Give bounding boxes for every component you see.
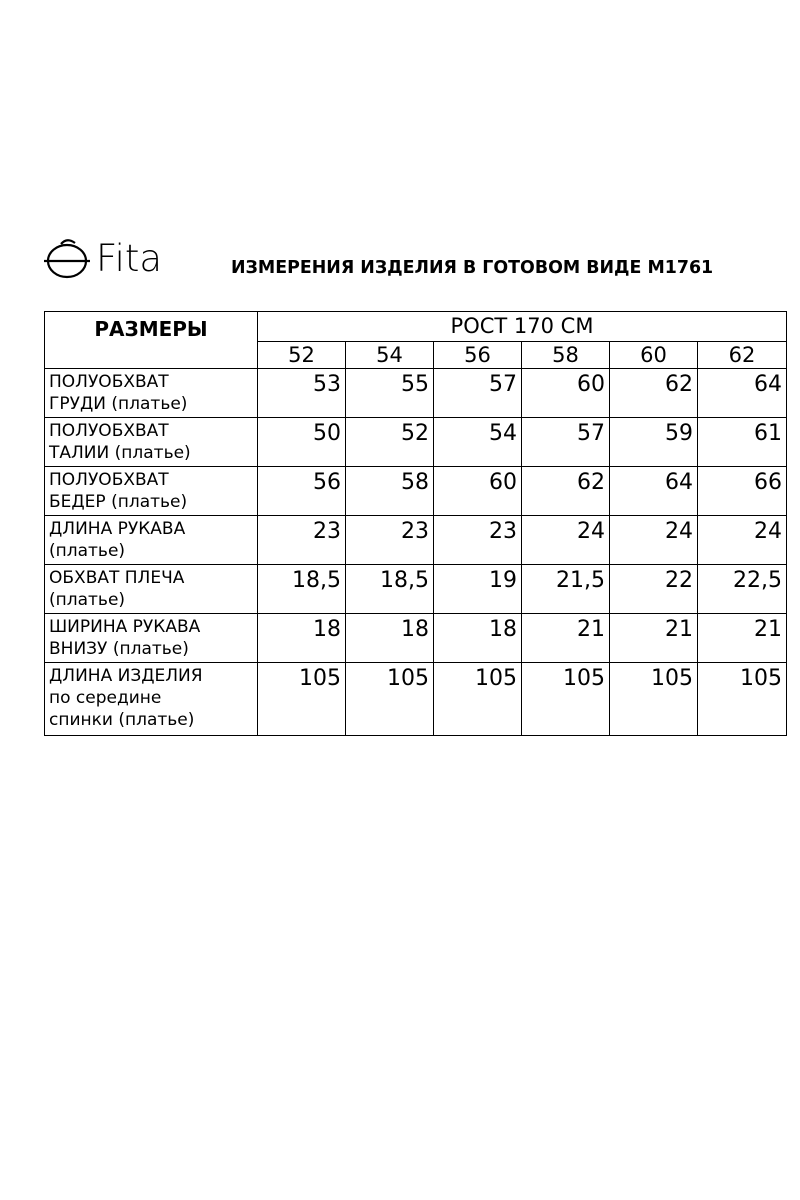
table-cell: 21,5 bbox=[522, 565, 610, 614]
row-label: ПОЛУОБХВАТ ТАЛИИ (платье) bbox=[45, 418, 258, 467]
table-cell: 64 bbox=[610, 467, 698, 516]
table-row bbox=[45, 418, 787, 467]
table-cell: 105 bbox=[434, 663, 522, 736]
table-cell: 18 bbox=[346, 614, 434, 663]
table-cell: 19 bbox=[434, 565, 522, 614]
sizes-header: РАЗМЕРЫ bbox=[45, 312, 258, 369]
table-cell: 23 bbox=[346, 516, 434, 565]
table-cell: 18,5 bbox=[346, 565, 434, 614]
table-cell: 23 bbox=[258, 516, 346, 565]
table-cell: 24 bbox=[522, 516, 610, 565]
row-label: ШИРИНА РУКАВА ВНИЗУ (платье) bbox=[45, 614, 258, 663]
table-row bbox=[45, 565, 787, 614]
row-label: ОБХВАТ ПЛЕЧА (платье) bbox=[45, 565, 258, 614]
table-cell: 18 bbox=[434, 614, 522, 663]
row-label: ДЛИНА ИЗДЕЛИЯ по середине спинки (платье) bbox=[45, 663, 258, 736]
table-cell: 55 bbox=[346, 369, 434, 418]
table-row bbox=[45, 467, 787, 516]
table-row bbox=[45, 614, 787, 663]
table-cell: 57 bbox=[522, 418, 610, 467]
table-row bbox=[45, 516, 787, 565]
table-cell: 21 bbox=[698, 614, 787, 663]
table-cell: 21 bbox=[522, 614, 610, 663]
table-cell: 62 bbox=[610, 369, 698, 418]
table-row bbox=[45, 369, 787, 418]
table-cell: 50 bbox=[258, 418, 346, 467]
table-cell: 105 bbox=[258, 663, 346, 736]
table-cell: 24 bbox=[610, 516, 698, 565]
table-cell: 62 bbox=[522, 467, 610, 516]
table-cell: 52 bbox=[346, 418, 434, 467]
brand-logo bbox=[44, 236, 162, 282]
brand-name: Fita bbox=[96, 237, 163, 280]
table-cell: 22,5 bbox=[698, 565, 787, 614]
row-label: ПОЛУОБХВАТ ГРУДИ (платье) bbox=[45, 369, 258, 418]
table-cell: 105 bbox=[346, 663, 434, 736]
table-cell: 60 bbox=[522, 369, 610, 418]
table-cell: 18 bbox=[258, 614, 346, 663]
table-cell: 23 bbox=[434, 516, 522, 565]
table-row bbox=[45, 663, 787, 736]
table-cell: 21 bbox=[610, 614, 698, 663]
table-cell: 66 bbox=[698, 467, 787, 516]
size-column-header: 52 bbox=[258, 342, 346, 369]
size-column-header: 54 bbox=[346, 342, 434, 369]
size-column-header: 62 bbox=[698, 342, 787, 369]
table-cell: 58 bbox=[346, 467, 434, 516]
table-cell: 56 bbox=[258, 467, 346, 516]
row-label: ПОЛУОБХВАТ БЕДЕР (платье) bbox=[45, 467, 258, 516]
table-cell: 53 bbox=[258, 369, 346, 418]
page-title: ИЗМЕРЕНИЯ ИЗДЕЛИЯ В ГОТОВОМ ВИДЕ М1761 bbox=[231, 258, 714, 278]
table-cell: 105 bbox=[610, 663, 698, 736]
table-cell: 54 bbox=[434, 418, 522, 467]
table-cell: 61 bbox=[698, 418, 787, 467]
table-cell: 57 bbox=[434, 369, 522, 418]
table-cell: 18,5 bbox=[258, 565, 346, 614]
size-column-header: 56 bbox=[434, 342, 522, 369]
fita-theta-icon bbox=[44, 238, 90, 280]
table-cell: 105 bbox=[522, 663, 610, 736]
table-cell: 60 bbox=[434, 467, 522, 516]
size-column-header: 60 bbox=[610, 342, 698, 369]
table-cell: 59 bbox=[610, 418, 698, 467]
table-cell: 64 bbox=[698, 369, 787, 418]
size-table bbox=[44, 311, 787, 736]
size-column-header: 58 bbox=[522, 342, 610, 369]
row-label: ДЛИНА РУКАВА (платье) bbox=[45, 516, 258, 565]
table-cell: 24 bbox=[698, 516, 787, 565]
height-header: РОСТ 170 СМ bbox=[258, 312, 787, 342]
table-cell: 22 bbox=[610, 565, 698, 614]
table-cell: 105 bbox=[698, 663, 787, 736]
